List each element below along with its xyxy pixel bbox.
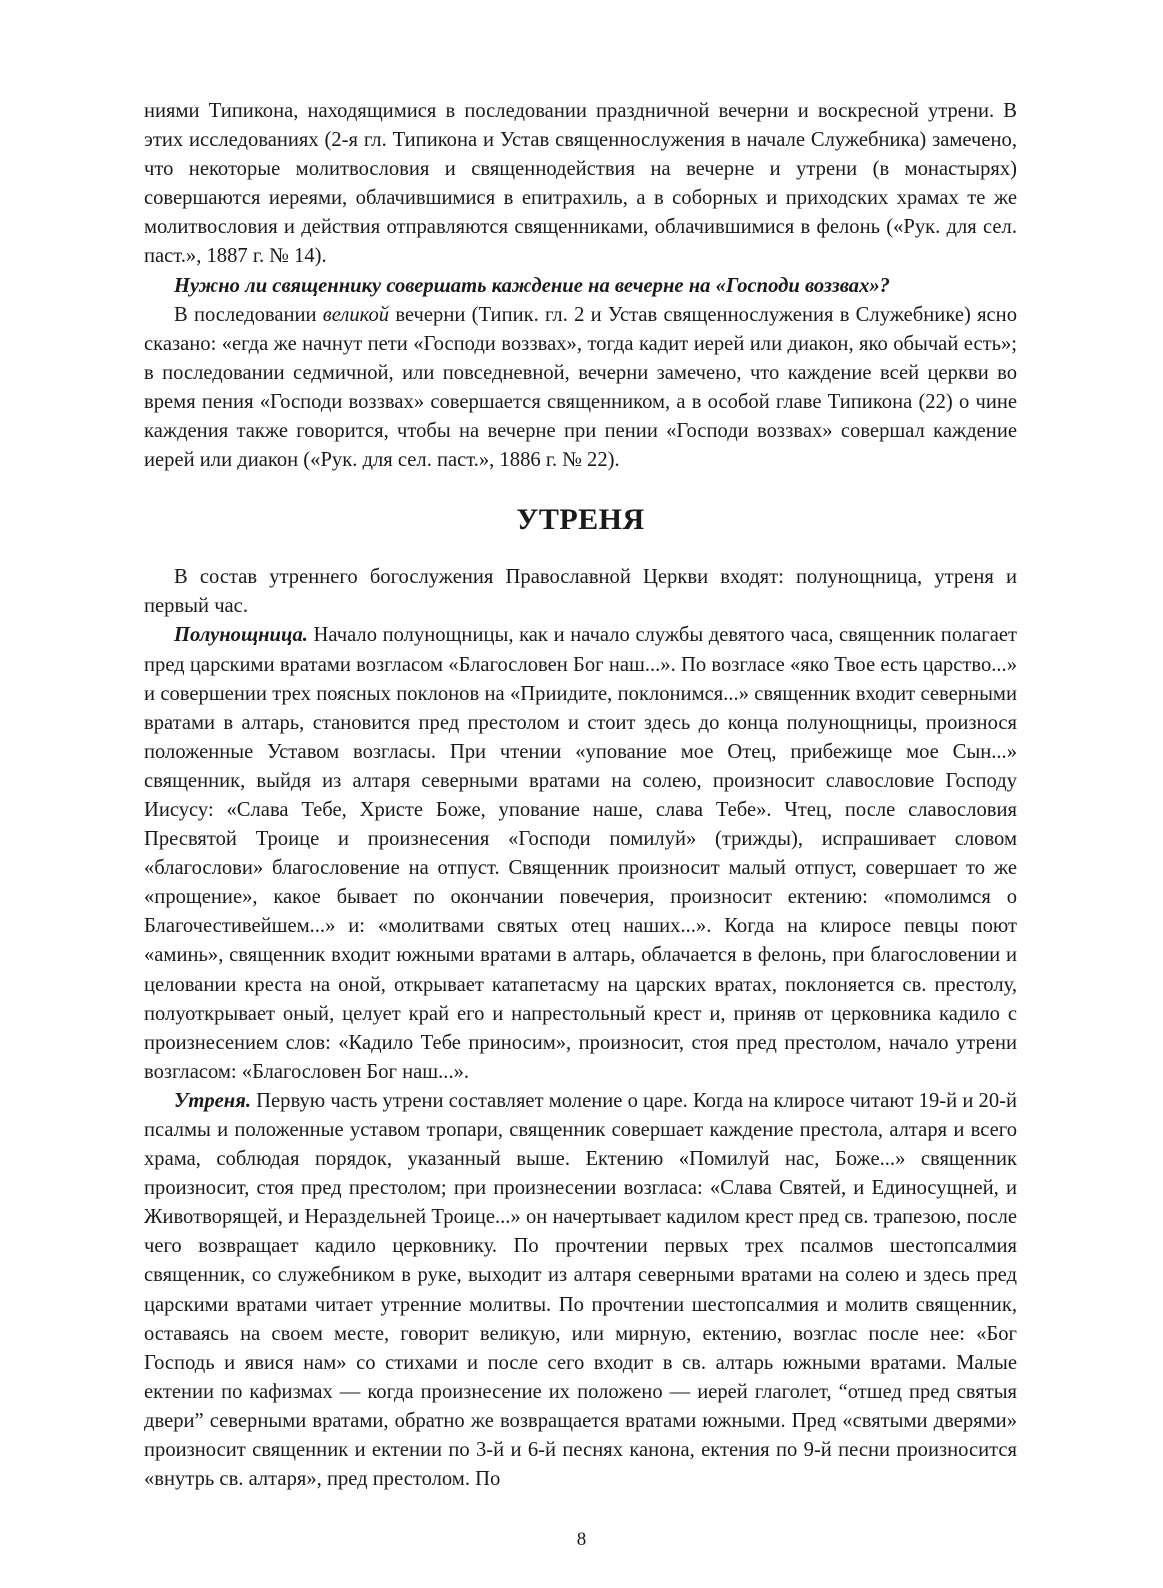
answer-italic-word: великой — [322, 303, 390, 326]
page-number: 8 — [576, 1529, 587, 1550]
midnight-office-heading: Полунощница. — [174, 624, 308, 647]
answer-text-end: вечерни (Типик. гл. 2 и Устав священнослужения в Служебнике) ясно сказано: «егда же начнут пети «Господи воззвах», тогда кадит иерей или диакон, яко обычай есть»; в последовании седмичной, или повседневной, вечерни замечено, что каждение всей церкви во время пения «Господи воззвах» совершается священником, а в особой главе Типикона (22) о чине каждения также говорится, чтобы на вечерне при пении «Господи воззвах» совершал каждение иерей или диакон («Рук. для сел. паст.», 1886 г. № 22). — [144, 303, 1017, 472]
page-text — [144, 97, 1017, 1494]
midnight-office-paragraph — [144, 621, 1017, 1087]
answer-text-start: В последовании — [174, 303, 323, 326]
matins-paragraph — [144, 1087, 1017, 1494]
intro-paragraph: В состав утреннего богослужения Православной Церкви входят: полунощница, утреня и первый час. — [144, 566, 1017, 618]
midnight-office-text: Начало полунощницы, как и начало службы девятого часа, священник полагает пред царскими вратами возгласом «Благословен Бог наш...». По возгласе «яко Твое есть царство...» и совершении трех поясных поклонов на «Приидите, поклонимся...» священник входит северными вратами в алтарь, становится пред престолом и стоит здесь до конца полунощницы, произнося положенные Уставом возгласы. При чтении «упование мое Отец, прибежище мое Сын...» священник, выйдя из алтаря северными вратами на солею, произносит славословие Господу Иисусу: «Слава Тебе, Христе Боже, упование наше, слава Тебе». Чтец, после славословия Пресвятой Троице и произнесения «Господи помилуй» (трижды), испрашивает словом «благослови» благословение на отпуст. Священник произносит малый отпуст, совершает то же «прощение», какое бывает по окончании повечерия, произносит ектению: «помолимся о Благочестивейшем...» и: «молитвами святых отец наших...». Когда на клиросе певцы поют «аминь», священник входит южными вратами в алтарь, облачается в фелонь, при благословении и целовании креста на оной, открывает катапетасму на царских вратах, поклоняется св. престолу, полуоткрывает оный, целует край его и напрестольный крест и, приняв от церковника кадило с произнесением слов: «Кадило Тебе приносим», произносит, стоя пред престолом, начало утрени возгласом: «Благословен Бог наш...». — [144, 624, 1017, 1083]
answer-paragraph — [144, 301, 1017, 476]
paragraph-continued: ниями Типикона, находящимися в последовании праздничной вечерни и воскресной утрени. В этих исследованиях (2-я гл. Типикона и Устав священнослужения в начале Служебника) замечено, что некоторые молитвословия и священнодействия на вечерне и утрени (в монастырях) совершаются иереями, облачившимися в епитрахиль, а в соборных и приходских храмах те же молитвословия и действия отправляются священниками, облачившимися в фелонь («Рук. для сел. паст.», 1887 г. № 14). — [144, 100, 1017, 268]
question-heading: Нужно ли священнику совершать каждение на вечерне на «Господи воззвах»? — [174, 274, 890, 297]
section-title: УТРЕНЯ — [516, 503, 645, 537]
matins-heading: Утреня. — [174, 1089, 251, 1112]
matins-text: Первую часть утрени составляет моление о царе. Когда на клиросе читают 19-й и 20-й псалмы и положенные уставом тропари, священник совершает каждение престола, алтаря и всего храма, соблюдая порядок, указанный выше. Ектению «Помилуй нас, Боже...» священник произносит, стоя пред престолом; при произнесении возгласа: «Слава Святей, и Единосущней, и Животворящей, и Нераздельней Троице...» он начертывает кадилом крест пред св. трапезою, после чего возвращает кадило церковнику. По прочтении первых трех псалмов шестопсалмия священник, со служебником в руке, выходит из алтаря северными вратами на солею и здесь пред царскими вратами читает утренние молитвы. По прочтении шестопсалмия и молитв священник, оставаясь на своем месте, говорит великую, или мирную, ектению, возглас после нее: «Бог Господь и явися нам» со стихами и после сего входит в св. алтарь южными вратами. Малые ектении по кафизмах — когда произнесение их положено — иерей глаголет, “отшед пред святыя двери” северными вратами, обратно же возвращается вратами южными. Пред «святыми дверями» произносит священник и ектении по 3-й и 6-й песнях канона, ектения по 9-й песни произносится «внутрь св. алтаря», пред престолом. По — [144, 1089, 1017, 1491]
